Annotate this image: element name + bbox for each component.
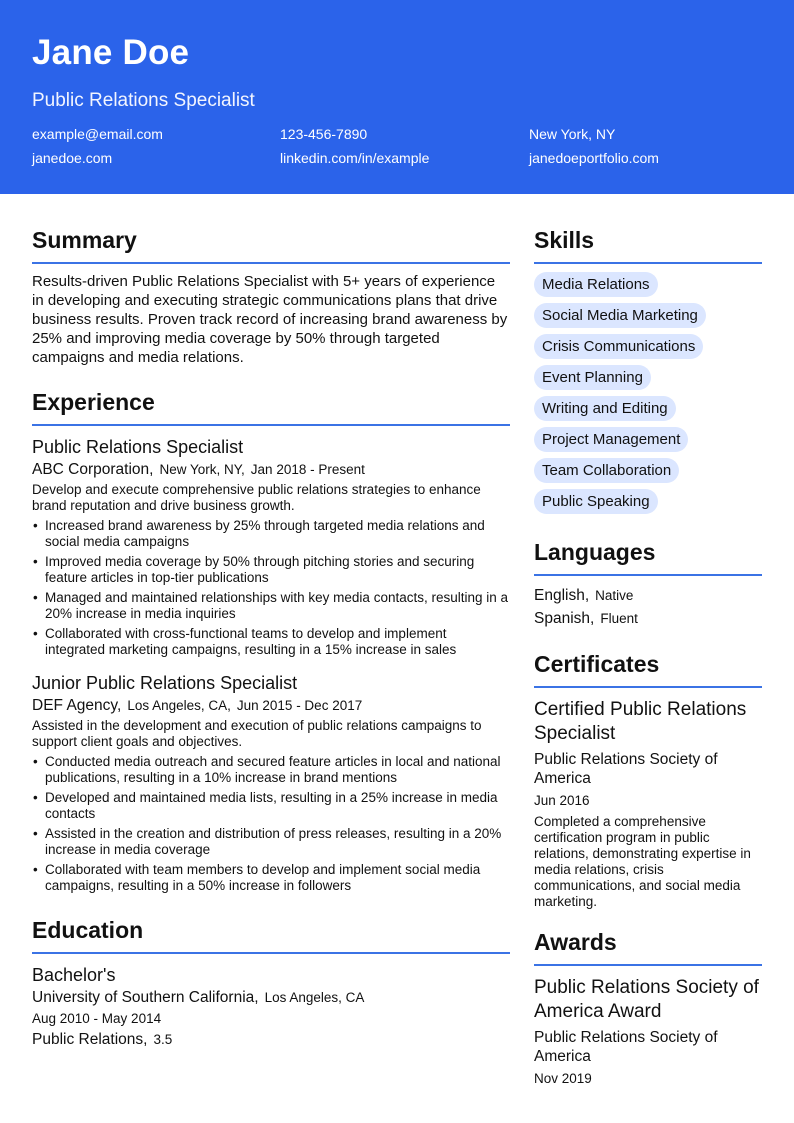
certificates-section — [534, 650, 762, 910]
job-dates: Jun 2015 - Dec 2017 — [236, 698, 363, 713]
section-heading: Experience — [32, 388, 510, 426]
education-section — [32, 916, 510, 1050]
job-company: DEF Agency, — [32, 697, 122, 714]
experience-section — [32, 388, 510, 894]
skill-pill: Crisis Communications — [534, 334, 703, 359]
education-meta — [32, 988, 510, 1008]
contact-website[interactable]: janedoe.com — [32, 150, 113, 166]
summary-section — [32, 226, 510, 367]
contact-linkedin[interactable]: linkedin.com/in/example — [280, 150, 430, 166]
summary-text: Results-driven Public Relations Specialist with 5+ years of experience in developing and executing strategic communications plans that drive business results. Proven track record of increasing brand awareness by 25% and improving media coverage by 50% through targeted campaigns and media relations. — [32, 273, 508, 366]
education-location: Los Angeles, CA — [264, 990, 365, 1005]
certificate-date: Jun 2016 — [534, 793, 590, 808]
languages-section — [534, 538, 762, 630]
contact-info — [32, 126, 762, 166]
education-dates: Aug 2010 - May 2014 — [32, 1011, 162, 1026]
job-meta — [32, 460, 510, 480]
section-heading: Awards — [534, 928, 762, 966]
right-column — [534, 226, 762, 1087]
skill-pill: Public Speaking — [534, 489, 658, 514]
language-row — [534, 607, 762, 630]
language-name: Spanish, — [534, 610, 595, 627]
language-name: English, — [534, 587, 590, 604]
job-bullets — [32, 518, 510, 658]
list-item: • Assisted in the creation and distribution of press releases, resulting in a 20% increase in media coverage — [32, 826, 510, 858]
candidate-name: Jane Doe — [32, 33, 190, 72]
section-heading: Skills — [534, 226, 762, 264]
skills-list — [534, 272, 762, 514]
awards-section — [534, 928, 762, 1087]
list-item: • Collaborated with cross-functional teams to develop and implement integrated marketing campaigns, resulting in a 15% increase in sales — [32, 626, 510, 658]
job-location: New York, NY, — [159, 462, 245, 477]
skill-pill: Writing and Editing — [534, 396, 676, 421]
contact-phone[interactable]: 123-456-7890 — [280, 126, 368, 142]
job-entry — [32, 436, 510, 658]
education-gpa: 3.5 — [153, 1032, 173, 1047]
skill-pill: Event Planning — [534, 365, 651, 390]
job-dates: Jan 2018 - Present — [250, 462, 365, 477]
job-title: Public Relations Specialist — [32, 437, 244, 457]
education-field: Public Relations, — [32, 1031, 148, 1048]
skill-pill: Media Relations — [534, 272, 658, 297]
job-meta — [32, 696, 510, 716]
candidate-title: Public Relations Specialist — [32, 90, 255, 111]
section-heading: Languages — [534, 538, 762, 576]
job-location: Los Angeles, CA, — [127, 698, 231, 713]
award-title: Public Relations Society of America Award — [534, 977, 759, 1022]
skill-pill: Social Media Marketing — [534, 303, 706, 328]
skill-pill: Team Collaboration — [534, 458, 679, 483]
list-item: • Managed and maintained relationships with key media contacts, resulting in a 20% increase in media inquiries — [32, 590, 510, 622]
section-heading: Education — [32, 916, 510, 954]
certificate-title: Certified Public Relations Specialist — [534, 699, 747, 744]
skills-section — [534, 226, 762, 514]
certificate-description: Completed a comprehensive certification program in public relations, demonstrating expertise in media relations, crisis communications, and social media marketing. — [534, 814, 751, 909]
job-title: Junior Public Relations Specialist — [32, 673, 298, 693]
language-level: Fluent — [600, 611, 638, 626]
skill-pill: Project Management — [534, 427, 688, 452]
resume-body — [0, 194, 794, 1123]
job-description: Assisted in the development and execution of public relations campaigns to support client goals and objectives. — [32, 718, 482, 749]
list-item: • Conducted media outreach and secured feature articles in local and national publications, resulting in a 10% increase in brand mentions — [32, 754, 510, 786]
resume-header — [0, 0, 794, 194]
education-degree: Bachelor's — [32, 965, 116, 985]
list-item: • Developed and maintained media lists, resulting in a 25% increase in media contacts — [32, 790, 510, 822]
education-school: University of Southern California, — [32, 989, 259, 1006]
contact-email[interactable]: example@email.com — [32, 126, 163, 142]
section-heading: Summary — [32, 226, 510, 264]
language-level: Native — [595, 588, 634, 603]
award-org: Public Relations Society of America — [534, 1029, 718, 1065]
award-date: Nov 2019 — [534, 1071, 592, 1086]
job-description: Develop and execute comprehensive public relations strategies to enhance brand reputation and drive business growth. — [32, 482, 481, 513]
list-item: • Collaborated with team members to develop and implement social media campaigns, resulting in a 50% increase in followers — [32, 862, 510, 894]
education-field-row — [32, 1030, 510, 1050]
job-bullets — [32, 754, 510, 894]
contact-location: New York, NY — [529, 126, 616, 142]
section-heading: Certificates — [534, 650, 762, 688]
left-column — [32, 226, 510, 1050]
contact-portfolio[interactable]: janedoeportfolio.com — [529, 150, 659, 166]
job-entry — [32, 672, 510, 894]
certificate-org: Public Relations Society of America — [534, 751, 718, 787]
language-row — [534, 584, 762, 607]
list-item: • Improved media coverage by 50% through pitching stories and securing feature articles in top-tier publications — [32, 554, 510, 586]
job-company: ABC Corporation, — [32, 461, 154, 478]
list-item: • Increased brand awareness by 25% through targeted media relations and social media campaigns — [32, 518, 510, 550]
